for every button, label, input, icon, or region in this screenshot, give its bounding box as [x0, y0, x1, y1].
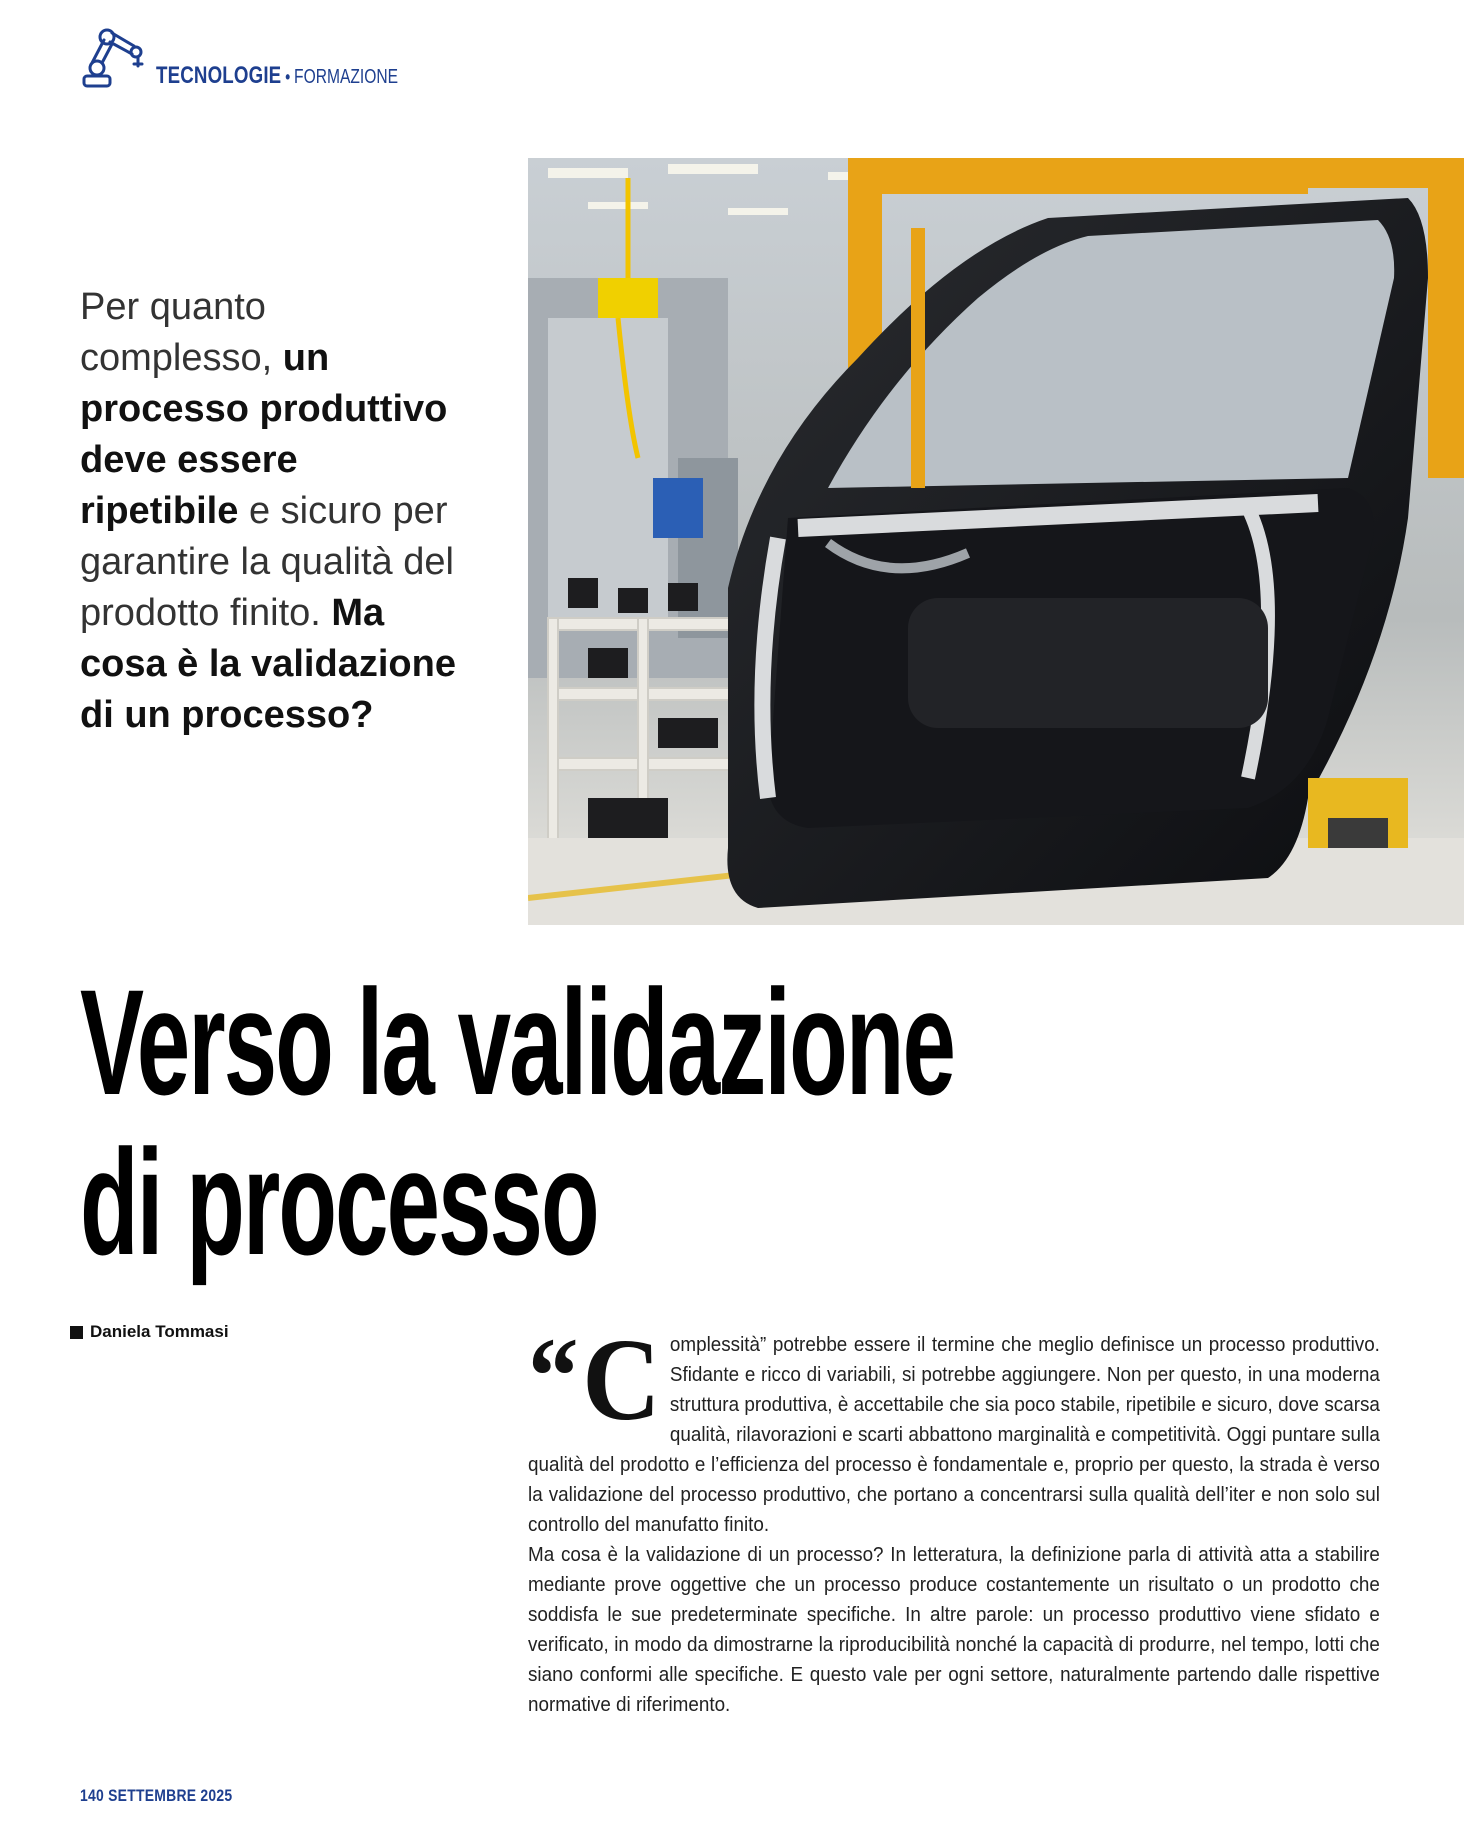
headline-line-2: di processo: [80, 1118, 598, 1286]
intro-part-1: Per quanto complesso,: [80, 286, 273, 379]
subsection-label: FORMAZIONE: [294, 66, 399, 88]
article-headline: [80, 958, 955, 1286]
body-paragraph-2: Ma cosa è la validazione di un processo? In letteratura, la definizione parla di attività atta a stabilire mediante prove oggettive che un processo produce costantemente un risultato o un prodotto che soddisfa le sue predeterminate specifiche. In altre parole: un processo produttivo viene sfidato e verificato, in modo da dimostrarne la riproducibilità nonché la capacità di produrre, nel tempo, lotti che siano conformi alle specifiche. E questo vale per ogni settore, naturalmente partendo dalle rispettive normative di riferimento.: [528, 1543, 1380, 1716]
intro-part-3: e sicuro per garantire la qualità del prodotto finito.: [80, 490, 454, 634]
byline: [70, 1322, 229, 1342]
intro-part-2: un processo produttivo deve essere ripetibile: [80, 337, 448, 532]
intro-part-4: Ma cosa è la validazione di un processo?: [80, 592, 456, 736]
article-body: [528, 1314, 1380, 1720]
section-separator: •: [285, 67, 291, 87]
drop-cap: [528, 1314, 661, 1445]
body-paragraph-1-text: omplessità” potrebbe essere il termine che meglio definisce un processo produttivo. Sfidante e ricco di variabili, si potrebbe aggiungere. Non per questo, in una moderna struttura produttiva, è accettabile che sia poco stabile, ripetibile e sicuro, dove scarsa qualità, rilavorazioni e scarti abbattono marginalità e competitività. Oggi puntare sulla qualità del prodotto e l’efficienza del processo è fondamentale e, proprio per questo, la strada è verso la validazione del processo produttivo, che portano a concentrarsi sulla qualità dell’iter e non solo sul controllo del manufatto finito.: [528, 1333, 1380, 1536]
author-name: Daniela Tommasi: [90, 1322, 229, 1341]
section-label: TECNOLOGIE: [156, 62, 282, 89]
headline-line-1: Verso la validazione: [80, 958, 955, 1126]
section-heading: [156, 62, 398, 90]
robot-arm-icon: [78, 20, 150, 92]
page-header: [78, 20, 466, 92]
intro-deck: [80, 282, 460, 741]
article-photo: [528, 158, 1464, 925]
drop-cap-quote: “: [528, 1315, 579, 1437]
body-paragraph-1: [528, 1314, 1380, 1540]
drop-cap-letter: C: [582, 1314, 661, 1445]
page-footer: 140 SETTEMBRE 2025: [80, 1786, 233, 1805]
byline-square-icon: [70, 1326, 83, 1339]
